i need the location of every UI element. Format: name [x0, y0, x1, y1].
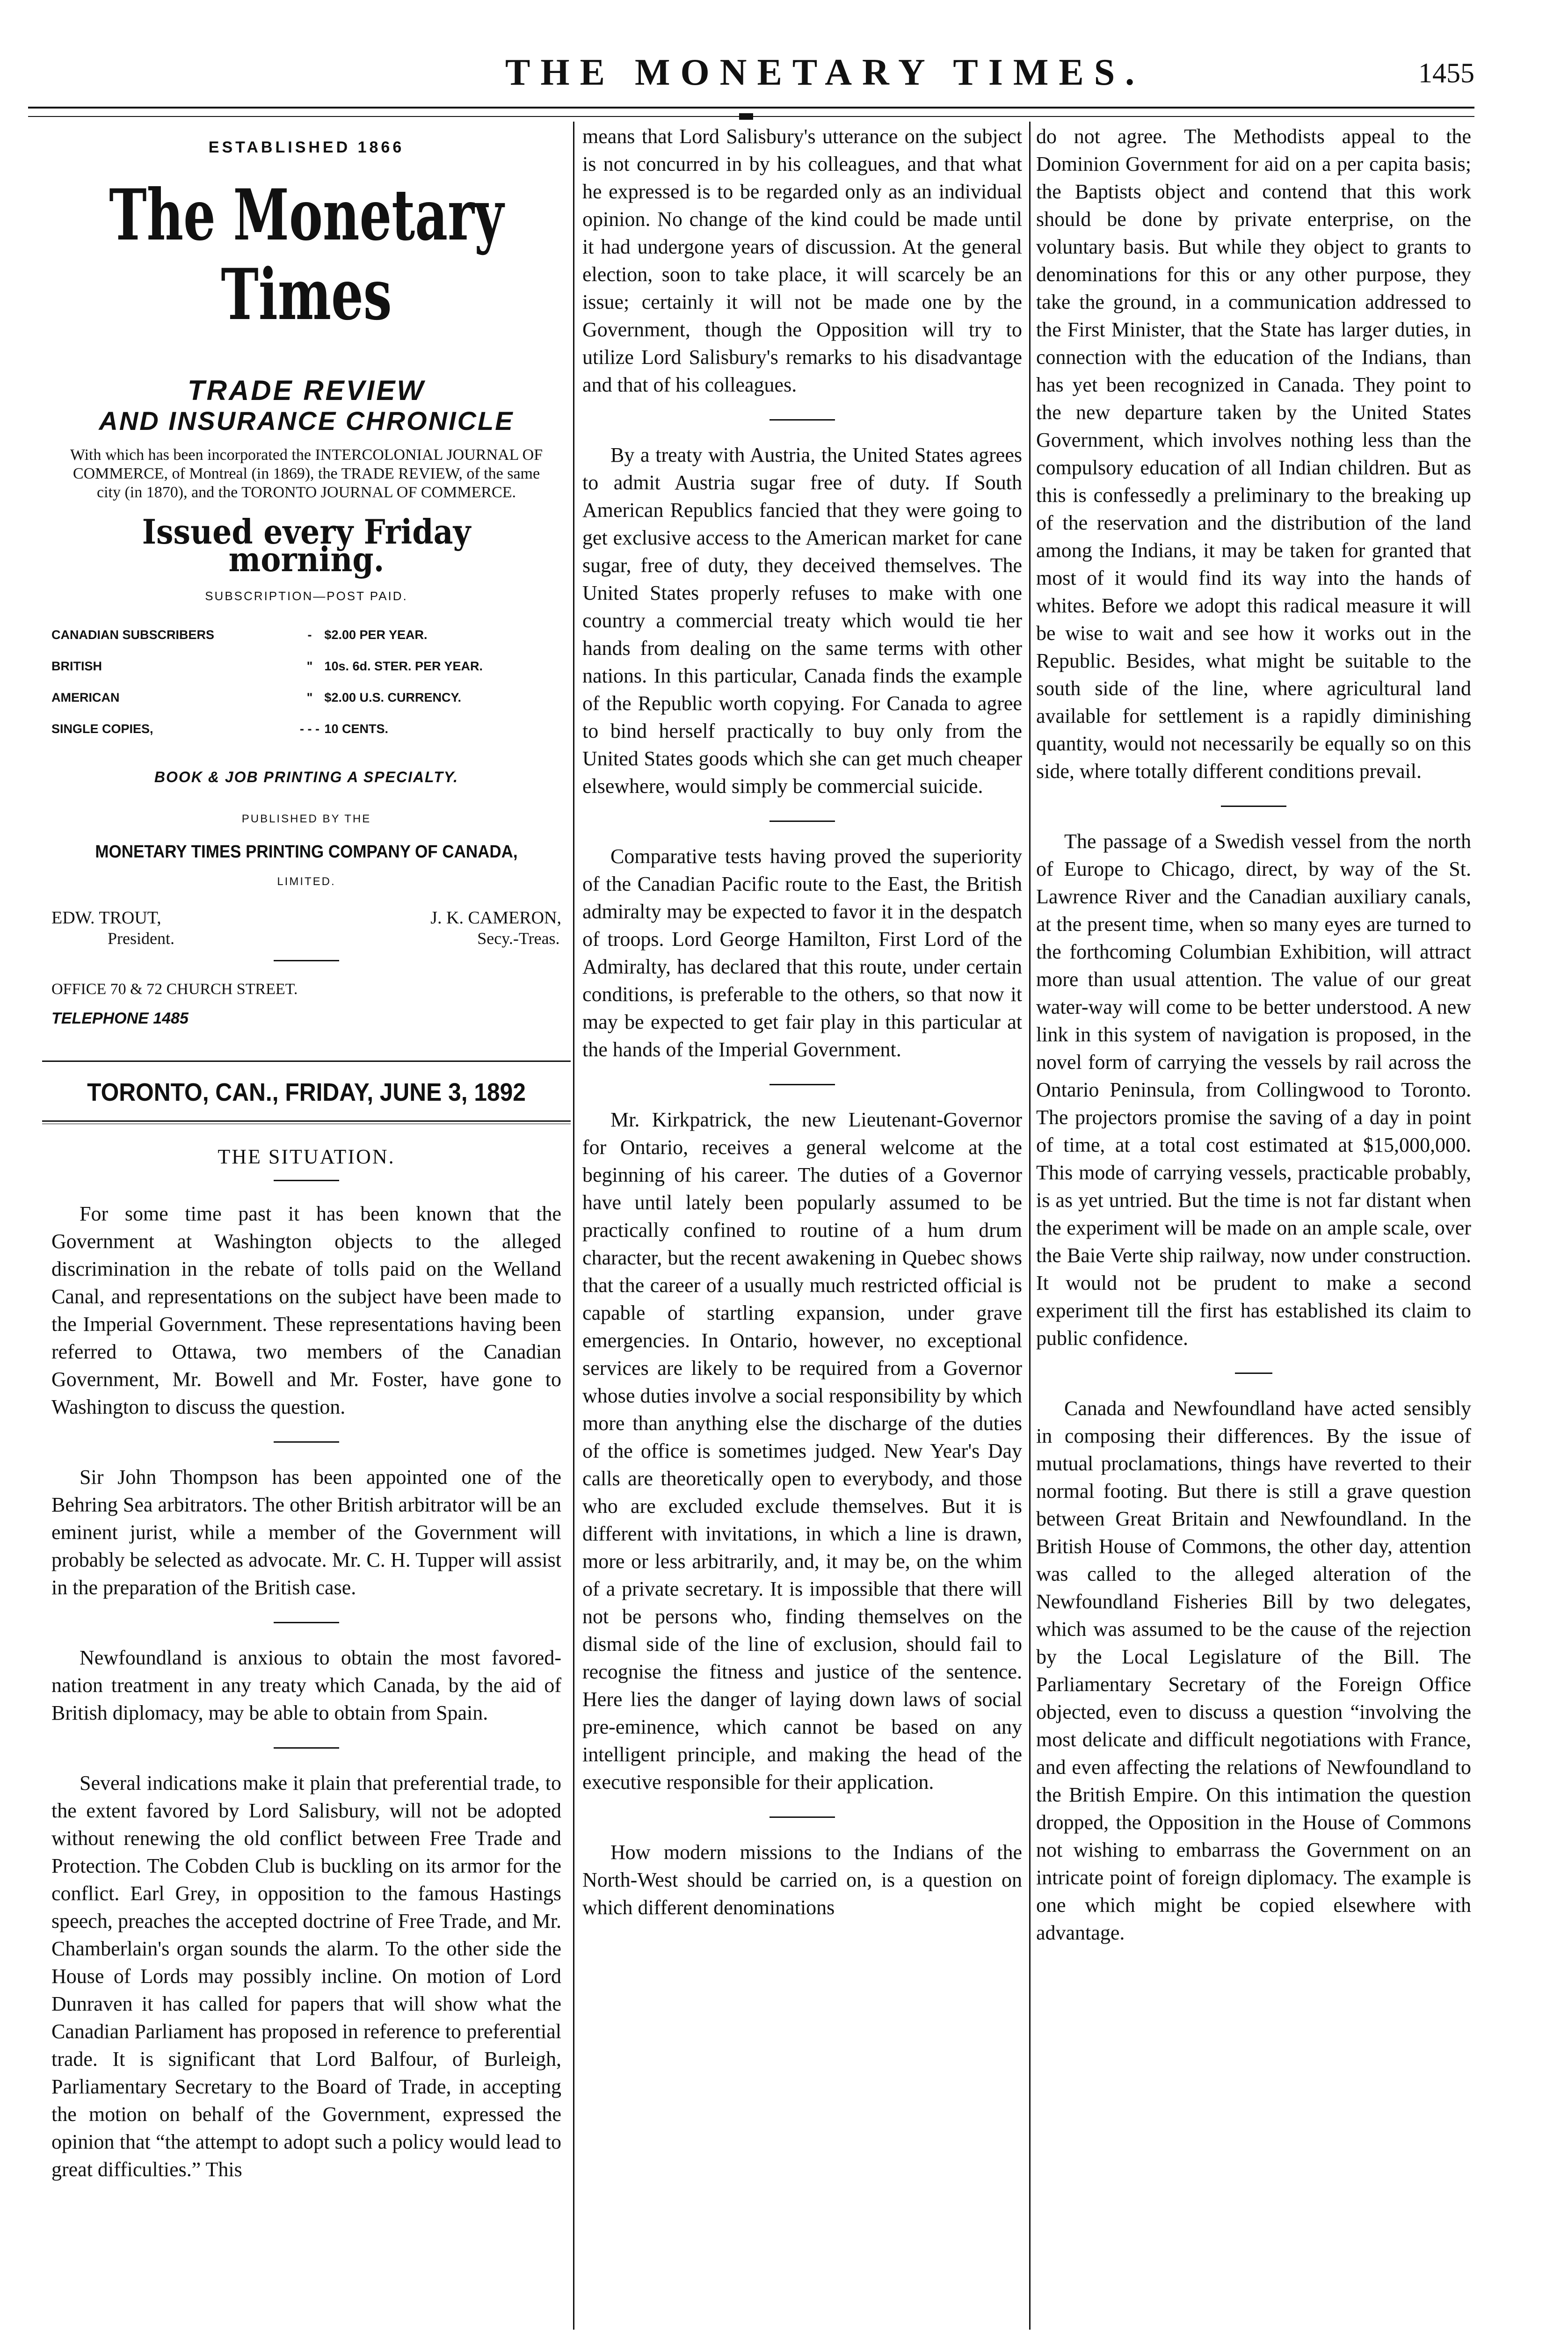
subscription-label: AMERICAN: [51, 690, 120, 705]
subscription-table: [51, 619, 561, 745]
published-by-line: PUBLISHED BY THE: [241, 813, 371, 825]
article-paragraph: Mr. Kirkpatrick, the new Lieutenant-Governor for Ontario, receives a general welcome at the beginning of his career. The duties of a Governor have until lately been popularly assumed to be practically confined to routine of a hum drum character, but the recent awakening in Quebec shows that the career of a usually much restricted official is capable of startling expansion, under grave emergencies. In Ontario, however, no exceptional services are likely to be required from a Governor whose duties involve a social responsibility by which more than anything else the discharge of the duties of the office is sometimes judged. New Year's Day calls are theoretically open to everybody, and those who are excluded exclude themselves. But it is different with invitations, in which a line is drawn, more or less arbitrarily, and, it may be, on the whim of a private secretary. It is impossible that there will not be persons who, finding themselves on the dismal side of the line of exclusion, should fail to recognise the fitness and justice of the sentence. Here lies the danger of laying down laws of social pre-eminence, which cannot be based on any intelligent principle, and making the head of the executive responsible for their application.: [582, 1108, 1022, 1794]
subscription-row: [51, 651, 561, 682]
subscription-label: CANADIAN SUBSCRIBERS: [51, 628, 215, 642]
established-line: ESTABLISHED 1866: [208, 138, 405, 156]
masthead: [51, 134, 561, 1032]
subscription-price: 10s. 6d. STER. PER YEAR.: [324, 659, 483, 673]
limited-line: LIMITED.: [277, 875, 336, 888]
subscription-row: [51, 619, 561, 651]
insurance-chronicle-line: AND INSURANCE CHRONICLE: [99, 406, 514, 436]
officer-left-role: President.: [108, 929, 174, 948]
column-divider-2: [1029, 122, 1031, 2330]
running-header: [0, 42, 1568, 112]
incorporation-note: With which has been incorporated the INTERCOLONIAL JOURNAL OF COMMERCE, of Montreal (in 1869), the TRADE REVIEW, of the same city (in 1870), and the TORONTO JOURNAL OF COMMERCE.: [70, 446, 543, 501]
trade-review-line: TRADE REVIEW: [187, 375, 426, 406]
article-paragraph: The passage of a Swedish vessel from the north of Europe to Chicago, direct, by way of the St. Lawrence River and the Canadian auxiliary canals, at the present time, when so many eyes are turned to the forthcoming Columbian Exhibition, will attract more than usual attention. The value of our great water-way will come to be better understood. A new link in this system of navigation is proposed, in the novel form of carrying the vessels by rail across the Ontario Peninsula, from Collingwood to Toronto. The projectors promise the saving of a day in point of time, at a total cost estimated at $15,000,000. This mode of carrying vessels, practicable probably, is as yet untried. But the time is not far distant when the experiment will be made on an ample scale, over the Baie Verte ship railway, now under construction. It would not be prudent to make a second experiment till the first has established its claim to public confidence.: [1036, 830, 1471, 1350]
paragraph-separator: [769, 1816, 835, 1818]
subscription-row: [51, 682, 561, 713]
officer-right-name: J. K. CAMERON,: [430, 908, 561, 928]
officers: [51, 908, 561, 949]
paragraph-separator: [274, 1441, 339, 1443]
paragraph-separator: [274, 1622, 339, 1623]
section-title: THE SITUATION.: [218, 1145, 395, 1168]
office-address: OFFICE 70 & 72 CHURCH STREET.: [51, 981, 298, 998]
subscription-price: 10 CENTS.: [324, 722, 388, 736]
officer-right-role: Secy.-Treas.: [477, 929, 560, 948]
article-paragraph: do not agree. The Methodists appeal to the Dominion Government for aid on a per capita basis; the Baptists object and contend that this work should be done by private enterprise, on the voluntary basis. But while they object to grants to denominations for this or any other purpose, they take the ground, in a communication addressed to the First Minister, that the State has larger duties, in connection with the education of the Indians, than has yet been recognized in Canada. They point to the new departure taken by the United States Government, which involves nothing less than the compulsory education of all Indian children. But as this is confessedly a preliminary to the breaking up of the reservation and the distribution of the land among the Indians, it may be taken for granted that most of it would find its way into the hands of whites. Before we adopt this radical measure it will be wise to wait and see how it works out in the Republic. Besides, what might be suitable to the south side of the line, where agricultural land available for settlement is a rapidly diminishing quantity, would not necessarily be equally so on this side, where totally different conditions prevail.: [1036, 125, 1471, 783]
article-paragraph: For some time past it has been known that the Government at Washington objects to the alleged discrimination in the rebate of tolls paid on the Welland Canal, and representations on the subject have been made to the Imperial Government. These representations having been referred to Ottawa, two members of the Canadian Government, Mr. Bowell and Mr. Foster, have gone to Washington to discuss the question.: [51, 1202, 561, 1418]
article-paragraph: By a treaty with Austria, the United States agrees to admit Austria sugar free of duty. If South American Republics fancied that they were going to get exclusive access to the American market for cane sugar, free of duty, they deceived themselves. The United States properly refuses to make with one country a commercial treaty which would tie her hands from dealing on the same terms with other nations. In this particular, Canada finds the example of the Republic worth copying. For Canada to agree to bind herself practically to buy only from the United States goods which she can get much cheaper elsewhere, would simply be commercial suicide.: [582, 443, 1022, 798]
subscription-price: $2.00 PER YEAR.: [324, 628, 428, 642]
article-paragraph: Canada and Newfoundland have acted sensibly in composing their differences. By the issue of mutual proclamations, things have reverted to their normal footing. But there is still a grave question between Great Britain and Newfoundland. In the British House of Commons, the other day, attention was called to the alleged alteration of the Newfoundland Fisheries Bill by two delegates, which was assumed to be the cause of the rejection by the Local Legislature of the Bill. The Parliamentary Secretary of the Foreign Office objected, even to discuss a question “involving the most delicate and difficult negotiations with France, and even affecting the relations of Newfoundland to the British Empire. On this intimation the question dropped, the Opposition in the House of Commons not wishing to embarrass the Government on an intricate point of foreign diplomacy. The example is one which might be copied elsewhere with advantage.: [1036, 1397, 1471, 1944]
subscription-price: $2.00 U.S. CURRENCY.: [324, 690, 462, 705]
subscription-sep: ": [306, 690, 313, 705]
header-rule-ornament: [739, 113, 753, 120]
officer-left: [51, 908, 174, 949]
company-name: MONETARY TIMES PRINTING COMPANY OF CANADA,: [95, 842, 518, 862]
issued-line: Issued every Friday morning.: [142, 512, 471, 579]
officer-right: [430, 908, 561, 949]
subscription-row: [51, 713, 561, 745]
subscription-sep: -: [307, 628, 312, 642]
masthead-title: The Monetary Times: [109, 174, 504, 336]
running-title: THE MONETARY TIMES.: [505, 52, 1145, 93]
paragraph-separator: [769, 1084, 835, 1085]
article-paragraph: Newfoundland is anxious to obtain the most favored-nation treatment in any treaty which Canada, by the aid of British diplomacy, may be able to obtain from Spain.: [51, 1646, 561, 1724]
page-number: 1455: [1418, 58, 1474, 88]
column-divider-1: [573, 122, 574, 2330]
article-paragraph: Sir John Thompson has been appointed one of the Behring Sea arbitrators. The other British arbitrator will be an eminent jurist, while a member of the Government will probably be selected as advocate. Mr. C. H. Tupper will assist in the preparation of the British case.: [51, 1466, 561, 1599]
column-2: [582, 123, 1022, 1927]
officer-left-name: EDW. TROUT,: [51, 908, 161, 928]
column-3: [1036, 123, 1471, 1952]
header-rule: [28, 107, 1474, 109]
book-job-line: BOOK & JOB PRINTING A SPECIALTY.: [154, 769, 459, 785]
subscription-heading: SUBSCRIPTION—POST PAID.: [205, 589, 408, 603]
subscription-label: SINGLE COPIES,: [51, 722, 153, 736]
paragraph-separator: [1235, 1373, 1272, 1374]
dateline: TORONTO, CAN., FRIDAY, JUNE 3, 1892: [87, 1078, 526, 1106]
paragraph-separator: [274, 1747, 339, 1749]
article-paragraph: Several indications make it plain that preferential trade, to the extent favored by Lord Salisbury, will not be adopted without renewing the old conflict between Free Trade and Protection. The Cobden Club is buckling on its armor for the conflict. Earl Grey, in opposition to the famous Hastings speech, preaches the accepted doctrine of Free Trade, and Mr. Chamberlain's organ sounds the alarm. To the other side the House of Lords may possibly incline. On motion of Lord Dunraven it has called for papers that will show what the Canadian Parliament has proposed in reference to preferential trade. It is significant that Lord Balfour, of Burleigh, Parliamentary Secretary to the Board of Trade, in accepting the motion on behalf of the Government, expressed the opinion that “the attempt to adopt such a policy would lead to great difficulties.” This: [51, 1772, 561, 2181]
paragraph-separator: [769, 821, 835, 822]
article-paragraph: means that Lord Salisbury's utterance on the subject is not concurred in by his colleagues, and that what he expressed is to be regarded only as an individual opinion. No change of the kind could be made until it had undergone years of discussion. At the general election, soon to take place, it will scarcely be an issue; certainly it will not be made one by the Government, though the Opposition will try to utilize Lord Salisbury's remarks to his disadvantage and that of his colleagues.: [582, 125, 1022, 396]
subscription-label: BRITISH: [51, 659, 102, 673]
column-1: [51, 123, 561, 2189]
subscription-sep: ": [306, 659, 313, 673]
subscription-sep: - - -: [300, 722, 320, 736]
dateline-rule-bottom: [42, 1120, 571, 1122]
section-separator: [274, 1180, 339, 1181]
article-paragraph: Comparative tests having proved the superiority of the Canadian Pacific route to the East, the British admiralty may be expected to favor it in the despatch of troops. Lord George Hamilton, First Lord of the Admiralty, has declared that this route, under certain conditions, is preferable to the others, so that now it may be expected to get fair play in this particular at the hands of the Imperial Government.: [582, 845, 1022, 1061]
telephone-line: TELEPHONE 1485: [51, 1010, 189, 1027]
paragraph-separator: [769, 419, 835, 421]
article-paragraph: How modern missions to the Indians of the North-West should be carried on, is a question on which different denominations: [582, 1841, 1022, 1919]
paragraph-separator: [1221, 806, 1286, 807]
masthead-separator: [274, 960, 339, 961]
